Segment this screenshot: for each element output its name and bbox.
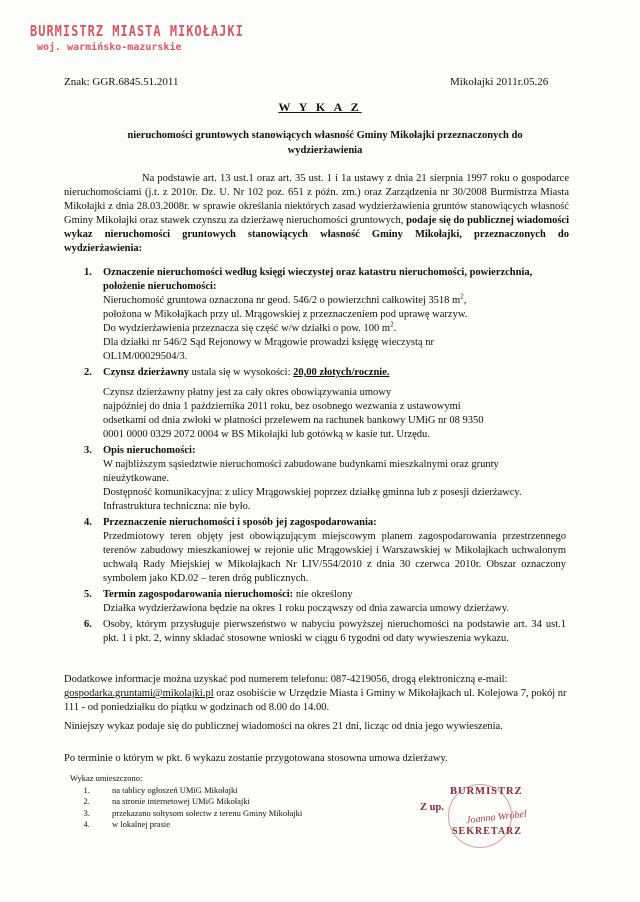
list-item bbox=[84, 444, 566, 514]
item-number: 4. bbox=[84, 517, 92, 528]
item-line: położona w Mikołajkach przy ul. Mrągowskiej z przeznaczeniem pod uprawę warzyw. bbox=[103, 309, 468, 320]
list-item bbox=[84, 618, 566, 646]
item-heading: Czynsz dzierżawny bbox=[103, 367, 190, 378]
item-heading: Opis nieruchomości: bbox=[103, 445, 196, 456]
item-superscript: 2 bbox=[460, 292, 464, 301]
intro-bold-text: podaje się do publicznej wiadomości wykaz nieruchomości gruntowych stanowiących własność Gminy Mikołajki, przeznaczonych do wydzierżawienia: bbox=[64, 215, 569, 254]
contact-paragraph bbox=[64, 673, 569, 715]
item-line: OL1M/00029504/3. bbox=[103, 351, 188, 362]
distribution-item: 1. na tablicy ogłoszeń UMiG Mikołajki bbox=[92, 785, 302, 797]
item-heading-rest: ustala się w wysokości: bbox=[189, 367, 294, 378]
intro-text: Na podstawie art. 13 ust.1 oraz art. 35 ust. 1 i 1a ustawy z dnia 21 sierpnia 1997 roku o gospodarce nieruchomościami (j.t. z 2010r. Dz. U. Nr 102 poz. 651 z późn. zm.) oraz Zarządzenia nr 30/2008 Burmistrza Miasta Mikołajki z dnia 28.03.2008r. w sprawie określania niektórych zasad wydzierżawienia gruntów stanowiących własność Gminy Mikołajki oraz stawek czynszu za dzierżawę nieruchomości gruntowych, bbox=[64, 173, 569, 226]
office-stamp bbox=[30, 22, 244, 53]
stamp-line-1: BURMISTRZ MIASTA MIKOŁAJKI bbox=[30, 22, 244, 40]
distribution-item: 2. na stronie internetowej UMiG Mikołajki bbox=[92, 796, 302, 808]
item-number: 1. bbox=[84, 267, 92, 278]
item-line: Przedmiotowy teren objęty jest obowiązującym miejscowym planem zagospodarowania przestrzennego terenów zabudowy mieszkaniowej w rejonie ulic Mrągowskiej i Warszawskiej w Mikołajkach uchwalonym uchwałą Rady Miejskiej w Mikołajkach Nr LIV/554/2010 z dnia 30 czerwca 2010r. Obszar oznaczony symbolem jako KD.02 – teren dróg publicznych. bbox=[103, 531, 566, 584]
contact-text: Dodatkowe informacje można uzyskać pod numerem telefonu: 087-4219056, drogą elektroniczną e-mail: bbox=[64, 674, 508, 685]
reference-number: Znak: GGR.6845.51.2011 bbox=[64, 76, 179, 88]
distribution-item: 3. przekazano sołtysom sołectw z terenu Gminy Mikołajki bbox=[92, 808, 302, 820]
publication-paragraph: Niniejszy wykaz podaje się do publicznej wiadomości na okres 21 dni, licząc od dnia jego wywieszenia. bbox=[64, 721, 503, 732]
email-link[interactable]: gospodarka.gruntami@mikolajki.pl bbox=[64, 688, 214, 699]
item-heading: Termin zagospodarowania nieruchomości: bbox=[103, 589, 294, 600]
item-heading-line bbox=[103, 366, 566, 380]
signature-title: SEKRETARZ bbox=[452, 826, 522, 837]
signature-prefix: Z up. bbox=[420, 802, 444, 813]
document-title: W Y K A Z bbox=[278, 100, 362, 114]
item-line: Do wydzierżawienia przeznacza się część w/w działki o pow. 100 $m^2$. bbox=[103, 320, 397, 334]
list-item bbox=[84, 516, 566, 586]
item-line: Dla działki nr 546/2 Sąd Rejonowy w Mrągowie prowadzi księgę wieczystą nr bbox=[103, 337, 434, 348]
item-number: 2. bbox=[84, 367, 92, 378]
distribution-list bbox=[70, 773, 302, 831]
items-list bbox=[84, 266, 566, 648]
item-line: 0001 0000 0329 2072 0004 w BS Mikołajki lub gotówką w kasie tut. Urzędu. bbox=[103, 429, 430, 440]
handwritten-signature: Joanna Wróbel bbox=[465, 808, 528, 827]
item-heading-line bbox=[103, 588, 566, 602]
rent-amount: 20,00 złotych/rocznie. bbox=[293, 367, 390, 378]
document-subtitle: nieruchomości gruntowych stanowiących własność Gminy Mikołajki przeznaczonych do wydzierżawienia bbox=[127, 130, 523, 156]
item-line: Osoby, którym przysługuje pierwszeństwo w nabyciu powyższej nieruchomości na podstawie art. 34 ust.1 pkt. 1 i pkt. 2, winny składać stosowne wnioski w ciągu 6 tygodni od daty wywieszenia wykazu. bbox=[103, 619, 566, 644]
item-heading: Oznaczenie nieruchomości według księgi wieczystej oraz katastru nieruchomości, powierzchnia, położenie nieruchomości: bbox=[103, 267, 533, 292]
item-number: 6. bbox=[84, 619, 92, 630]
stamp-line-2: woj. warmińsko-mazurskie bbox=[37, 42, 182, 53]
item-number: 5. bbox=[84, 589, 92, 600]
item-text: Nieruchomość gruntowa oznaczona nr geod. 546/2 o powierzchni całkowitej 3518 m bbox=[103, 295, 461, 306]
distribution-item: 4. w lokalnej prasie bbox=[92, 819, 302, 831]
item-line: odsetkami od dnia zwłoki w płatności przelewem na rachunek bankowy UMiG nr 08 9350 bbox=[103, 415, 484, 426]
item-heading-rest: nie określony bbox=[293, 589, 353, 600]
item-superscript: 2 bbox=[390, 320, 394, 329]
list-item bbox=[84, 588, 566, 616]
list-item bbox=[84, 366, 566, 442]
item-line: Działka wydzierżawiona będzie na okres 1 roku począwszy od dnia zawarcia umowy dzierżawy. bbox=[103, 603, 510, 614]
item-line: Dostępność komunikacyjna: z ulicy Mrągowskiej poprzez działkę gminna lub z posesji dzierżawcy. bbox=[103, 487, 522, 498]
item-text: Do wydzierżawienia przeznacza się część w/w działki o pow. 100 m bbox=[103, 323, 391, 334]
item-line: Nieruchomość gruntowa oznaczona nr geod. 546/2 o powierzchni całkowitej 3518 $m^2$, bbox=[103, 292, 467, 306]
contract-paragraph: Po terminie o którym w pkt. 6 wykazu zostanie przygotowana stosowna umowa dzierżawy. bbox=[64, 753, 448, 764]
item-line: najpóźniej do dnia 1 października 2011 roku, bez osobnego wezwania z ustawowymi bbox=[103, 401, 461, 412]
item-heading: Przeznaczenie nieruchomości i sposób jej zagospodarowania: bbox=[103, 517, 377, 528]
item-number: 3. bbox=[84, 445, 92, 456]
item-line: W najbliższym sąsiedztwie nieruchomości zabudowane budynkami mieszkalnymi oraz grunty nieużytkowane. bbox=[103, 459, 499, 484]
signature-role: BURMISTRZ bbox=[450, 786, 523, 797]
list-item bbox=[84, 266, 566, 364]
item-line: Czynsz dzierżawny płatny jest za cały okres obowiązywania umowy bbox=[103, 387, 392, 398]
intro-paragraph bbox=[64, 172, 569, 256]
item-line: Infrastruktura techniczna: nie było. bbox=[103, 501, 251, 512]
distribution-heading: Wykaz umieszczono: bbox=[70, 773, 143, 783]
signature-stamp bbox=[418, 786, 538, 850]
place-date: Mikołajki 2011r.05.26 bbox=[450, 76, 549, 88]
contact-text-2: oraz osobiście w Urzędzie Miasta i Gminy w Mikołajkach ul. Kolejowa 7, pokój nr 111 - od poniedziałku do piątku w godzinach od 8.00 do 14.00. bbox=[64, 688, 567, 713]
